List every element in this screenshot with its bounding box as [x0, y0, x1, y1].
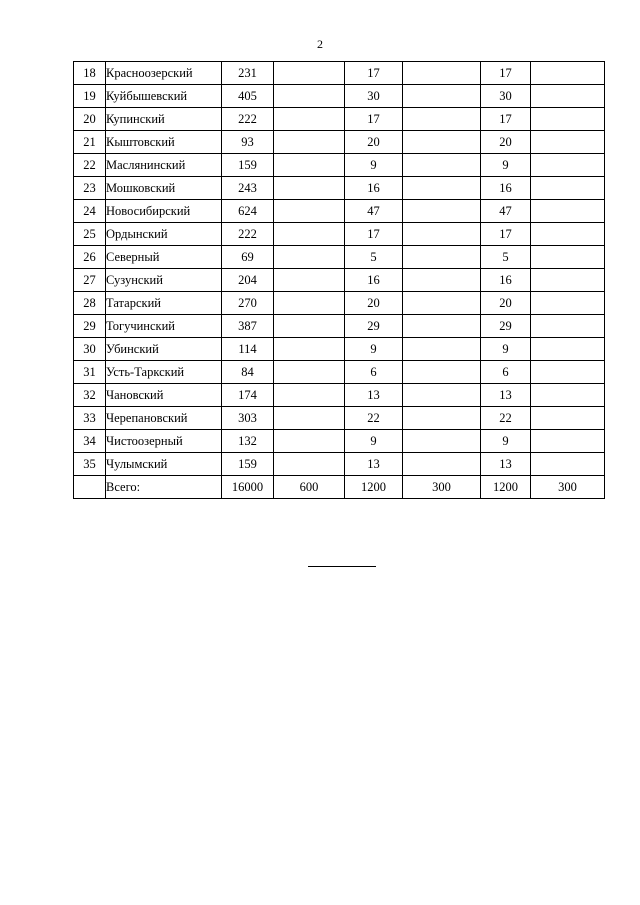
value-col-2-cell	[274, 384, 345, 407]
row-number-cell	[74, 476, 106, 499]
value-col-6-cell	[531, 338, 605, 361]
value-col-2-cell	[274, 315, 345, 338]
value-col-1-cell: 93	[222, 131, 274, 154]
value-col-2-cell	[274, 200, 345, 223]
value-col-1-cell: 84	[222, 361, 274, 384]
district-name-cell: Чановский	[106, 384, 222, 407]
value-col-6-cell	[531, 62, 605, 85]
value-col-2-cell	[274, 338, 345, 361]
value-col-5-cell: 1200	[481, 476, 531, 499]
district-name-cell: Чулымский	[106, 453, 222, 476]
value-col-1-cell: 204	[222, 269, 274, 292]
value-col-4-cell	[403, 315, 481, 338]
value-col-5-cell: 13	[481, 384, 531, 407]
value-col-1-cell: 243	[222, 177, 274, 200]
value-col-2-cell	[274, 131, 345, 154]
value-col-5-cell: 9	[481, 338, 531, 361]
value-col-6-cell	[531, 200, 605, 223]
value-col-2-cell	[274, 292, 345, 315]
value-col-5-cell: 30	[481, 85, 531, 108]
table-row	[74, 430, 605, 453]
value-col-1-cell: 387	[222, 315, 274, 338]
value-col-5-cell: 47	[481, 200, 531, 223]
row-number-cell: 27	[74, 269, 106, 292]
value-col-5-cell: 17	[481, 108, 531, 131]
value-col-6-cell	[531, 269, 605, 292]
district-name-cell: Убинский	[106, 338, 222, 361]
value-col-3-cell: 16	[345, 269, 403, 292]
value-col-2-cell	[274, 108, 345, 131]
table-row	[74, 269, 605, 292]
table-body	[74, 62, 605, 499]
value-col-5-cell: 9	[481, 430, 531, 453]
row-number-cell: 21	[74, 131, 106, 154]
value-col-3-cell: 9	[345, 338, 403, 361]
table-row	[74, 108, 605, 131]
value-col-1-cell: 159	[222, 453, 274, 476]
value-col-6-cell: 300	[531, 476, 605, 499]
district-name-cell: Чистоозерный	[106, 430, 222, 453]
value-col-6-cell	[531, 85, 605, 108]
value-col-2-cell	[274, 223, 345, 246]
value-col-3-cell: 22	[345, 407, 403, 430]
value-col-3-cell: 9	[345, 430, 403, 453]
district-name-cell: Ордынский	[106, 223, 222, 246]
value-col-3-cell: 30	[345, 85, 403, 108]
value-col-2-cell: 600	[274, 476, 345, 499]
table-row	[74, 200, 605, 223]
district-name-cell: Северный	[106, 246, 222, 269]
district-name-cell: Красноозерский	[106, 62, 222, 85]
value-col-6-cell	[531, 361, 605, 384]
value-col-4-cell: 300	[403, 476, 481, 499]
district-name-cell: Татарский	[106, 292, 222, 315]
value-col-5-cell: 16	[481, 177, 531, 200]
value-col-4-cell	[403, 177, 481, 200]
value-col-5-cell: 17	[481, 223, 531, 246]
value-col-1-cell: 231	[222, 62, 274, 85]
value-col-3-cell: 20	[345, 292, 403, 315]
table-row	[74, 177, 605, 200]
value-col-2-cell	[274, 62, 345, 85]
value-col-2-cell	[274, 246, 345, 269]
row-number-cell: 30	[74, 338, 106, 361]
value-col-6-cell	[531, 292, 605, 315]
value-col-2-cell	[274, 269, 345, 292]
table-row	[74, 223, 605, 246]
value-col-4-cell	[403, 453, 481, 476]
value-col-2-cell	[274, 453, 345, 476]
value-col-4-cell	[403, 430, 481, 453]
district-name-cell: Куйбышевский	[106, 85, 222, 108]
row-number-cell: 18	[74, 62, 106, 85]
value-col-3-cell: 13	[345, 384, 403, 407]
district-name-cell: Всего:	[106, 476, 222, 499]
value-col-5-cell: 17	[481, 62, 531, 85]
district-name-cell: Тогучинский	[106, 315, 222, 338]
district-name-cell: Новосибирский	[106, 200, 222, 223]
row-number-cell: 20	[74, 108, 106, 131]
value-col-3-cell: 1200	[345, 476, 403, 499]
value-col-6-cell	[531, 223, 605, 246]
row-number-cell: 25	[74, 223, 106, 246]
value-col-5-cell: 16	[481, 269, 531, 292]
value-col-3-cell: 29	[345, 315, 403, 338]
value-col-5-cell: 29	[481, 315, 531, 338]
value-col-6-cell	[531, 177, 605, 200]
row-number-cell: 28	[74, 292, 106, 315]
district-name-cell: Маслянинский	[106, 154, 222, 177]
value-col-4-cell	[403, 292, 481, 315]
value-col-1-cell: 270	[222, 292, 274, 315]
value-col-3-cell: 47	[345, 200, 403, 223]
table-row	[74, 361, 605, 384]
value-col-1-cell: 114	[222, 338, 274, 361]
value-col-4-cell	[403, 200, 481, 223]
table-row	[74, 292, 605, 315]
value-col-6-cell	[531, 108, 605, 131]
end-divider-line	[308, 566, 376, 567]
value-col-1-cell: 69	[222, 246, 274, 269]
district-name-cell: Купинский	[106, 108, 222, 131]
value-col-3-cell: 20	[345, 131, 403, 154]
value-col-2-cell	[274, 430, 345, 453]
value-col-1-cell: 303	[222, 407, 274, 430]
value-col-4-cell	[403, 338, 481, 361]
value-col-5-cell: 20	[481, 131, 531, 154]
value-col-5-cell: 9	[481, 154, 531, 177]
value-col-3-cell: 17	[345, 62, 403, 85]
value-col-3-cell: 17	[345, 108, 403, 131]
value-col-6-cell	[531, 315, 605, 338]
value-col-1-cell: 405	[222, 85, 274, 108]
value-col-4-cell	[403, 108, 481, 131]
value-col-2-cell	[274, 85, 345, 108]
row-number-cell: 23	[74, 177, 106, 200]
row-number-cell: 34	[74, 430, 106, 453]
value-col-4-cell	[403, 223, 481, 246]
page-number: 2	[317, 37, 323, 51]
value-col-3-cell: 13	[345, 453, 403, 476]
value-col-4-cell	[403, 154, 481, 177]
value-col-3-cell: 17	[345, 223, 403, 246]
row-number-cell: 26	[74, 246, 106, 269]
value-col-6-cell	[531, 131, 605, 154]
value-col-4-cell	[403, 246, 481, 269]
value-col-6-cell	[531, 154, 605, 177]
value-col-5-cell: 22	[481, 407, 531, 430]
value-col-1-cell: 132	[222, 430, 274, 453]
value-col-4-cell	[403, 85, 481, 108]
value-col-6-cell	[531, 384, 605, 407]
value-col-1-cell: 624	[222, 200, 274, 223]
table-row	[74, 407, 605, 430]
value-col-5-cell: 5	[481, 246, 531, 269]
table-row	[74, 338, 605, 361]
row-number-cell: 31	[74, 361, 106, 384]
value-col-6-cell	[531, 430, 605, 453]
value-col-4-cell	[403, 361, 481, 384]
value-col-2-cell	[274, 407, 345, 430]
row-number-cell: 24	[74, 200, 106, 223]
district-name-cell: Черепановский	[106, 407, 222, 430]
value-col-5-cell: 13	[481, 453, 531, 476]
value-col-4-cell	[403, 384, 481, 407]
row-number-cell: 22	[74, 154, 106, 177]
value-col-6-cell	[531, 407, 605, 430]
row-number-cell: 35	[74, 453, 106, 476]
value-col-5-cell: 6	[481, 361, 531, 384]
value-col-3-cell: 5	[345, 246, 403, 269]
table-row	[74, 154, 605, 177]
value-col-4-cell	[403, 269, 481, 292]
table-row	[74, 384, 605, 407]
value-col-2-cell	[274, 177, 345, 200]
value-col-4-cell	[403, 62, 481, 85]
value-col-1-cell: 16000	[222, 476, 274, 499]
district-name-cell: Мошковский	[106, 177, 222, 200]
value-col-5-cell: 20	[481, 292, 531, 315]
value-col-6-cell	[531, 453, 605, 476]
row-number-cell: 32	[74, 384, 106, 407]
value-col-2-cell	[274, 154, 345, 177]
value-col-4-cell	[403, 131, 481, 154]
row-number-cell: 19	[74, 85, 106, 108]
table-row	[74, 315, 605, 338]
value-col-2-cell	[274, 361, 345, 384]
value-col-1-cell: 174	[222, 384, 274, 407]
district-name-cell: Сузунский	[106, 269, 222, 292]
table-row	[74, 85, 605, 108]
table-row	[74, 246, 605, 269]
district-name-cell: Усть-Таркский	[106, 361, 222, 384]
value-col-4-cell	[403, 407, 481, 430]
table-row	[74, 62, 605, 85]
value-col-6-cell	[531, 246, 605, 269]
value-col-3-cell: 16	[345, 177, 403, 200]
value-col-3-cell: 6	[345, 361, 403, 384]
district-table	[73, 61, 605, 499]
value-col-1-cell: 222	[222, 108, 274, 131]
table-row	[74, 131, 605, 154]
value-col-1-cell: 222	[222, 223, 274, 246]
row-number-cell: 33	[74, 407, 106, 430]
total-row	[74, 476, 605, 499]
district-name-cell: Кыштовский	[106, 131, 222, 154]
value-col-3-cell: 9	[345, 154, 403, 177]
table-row	[74, 453, 605, 476]
row-number-cell: 29	[74, 315, 106, 338]
value-col-1-cell: 159	[222, 154, 274, 177]
